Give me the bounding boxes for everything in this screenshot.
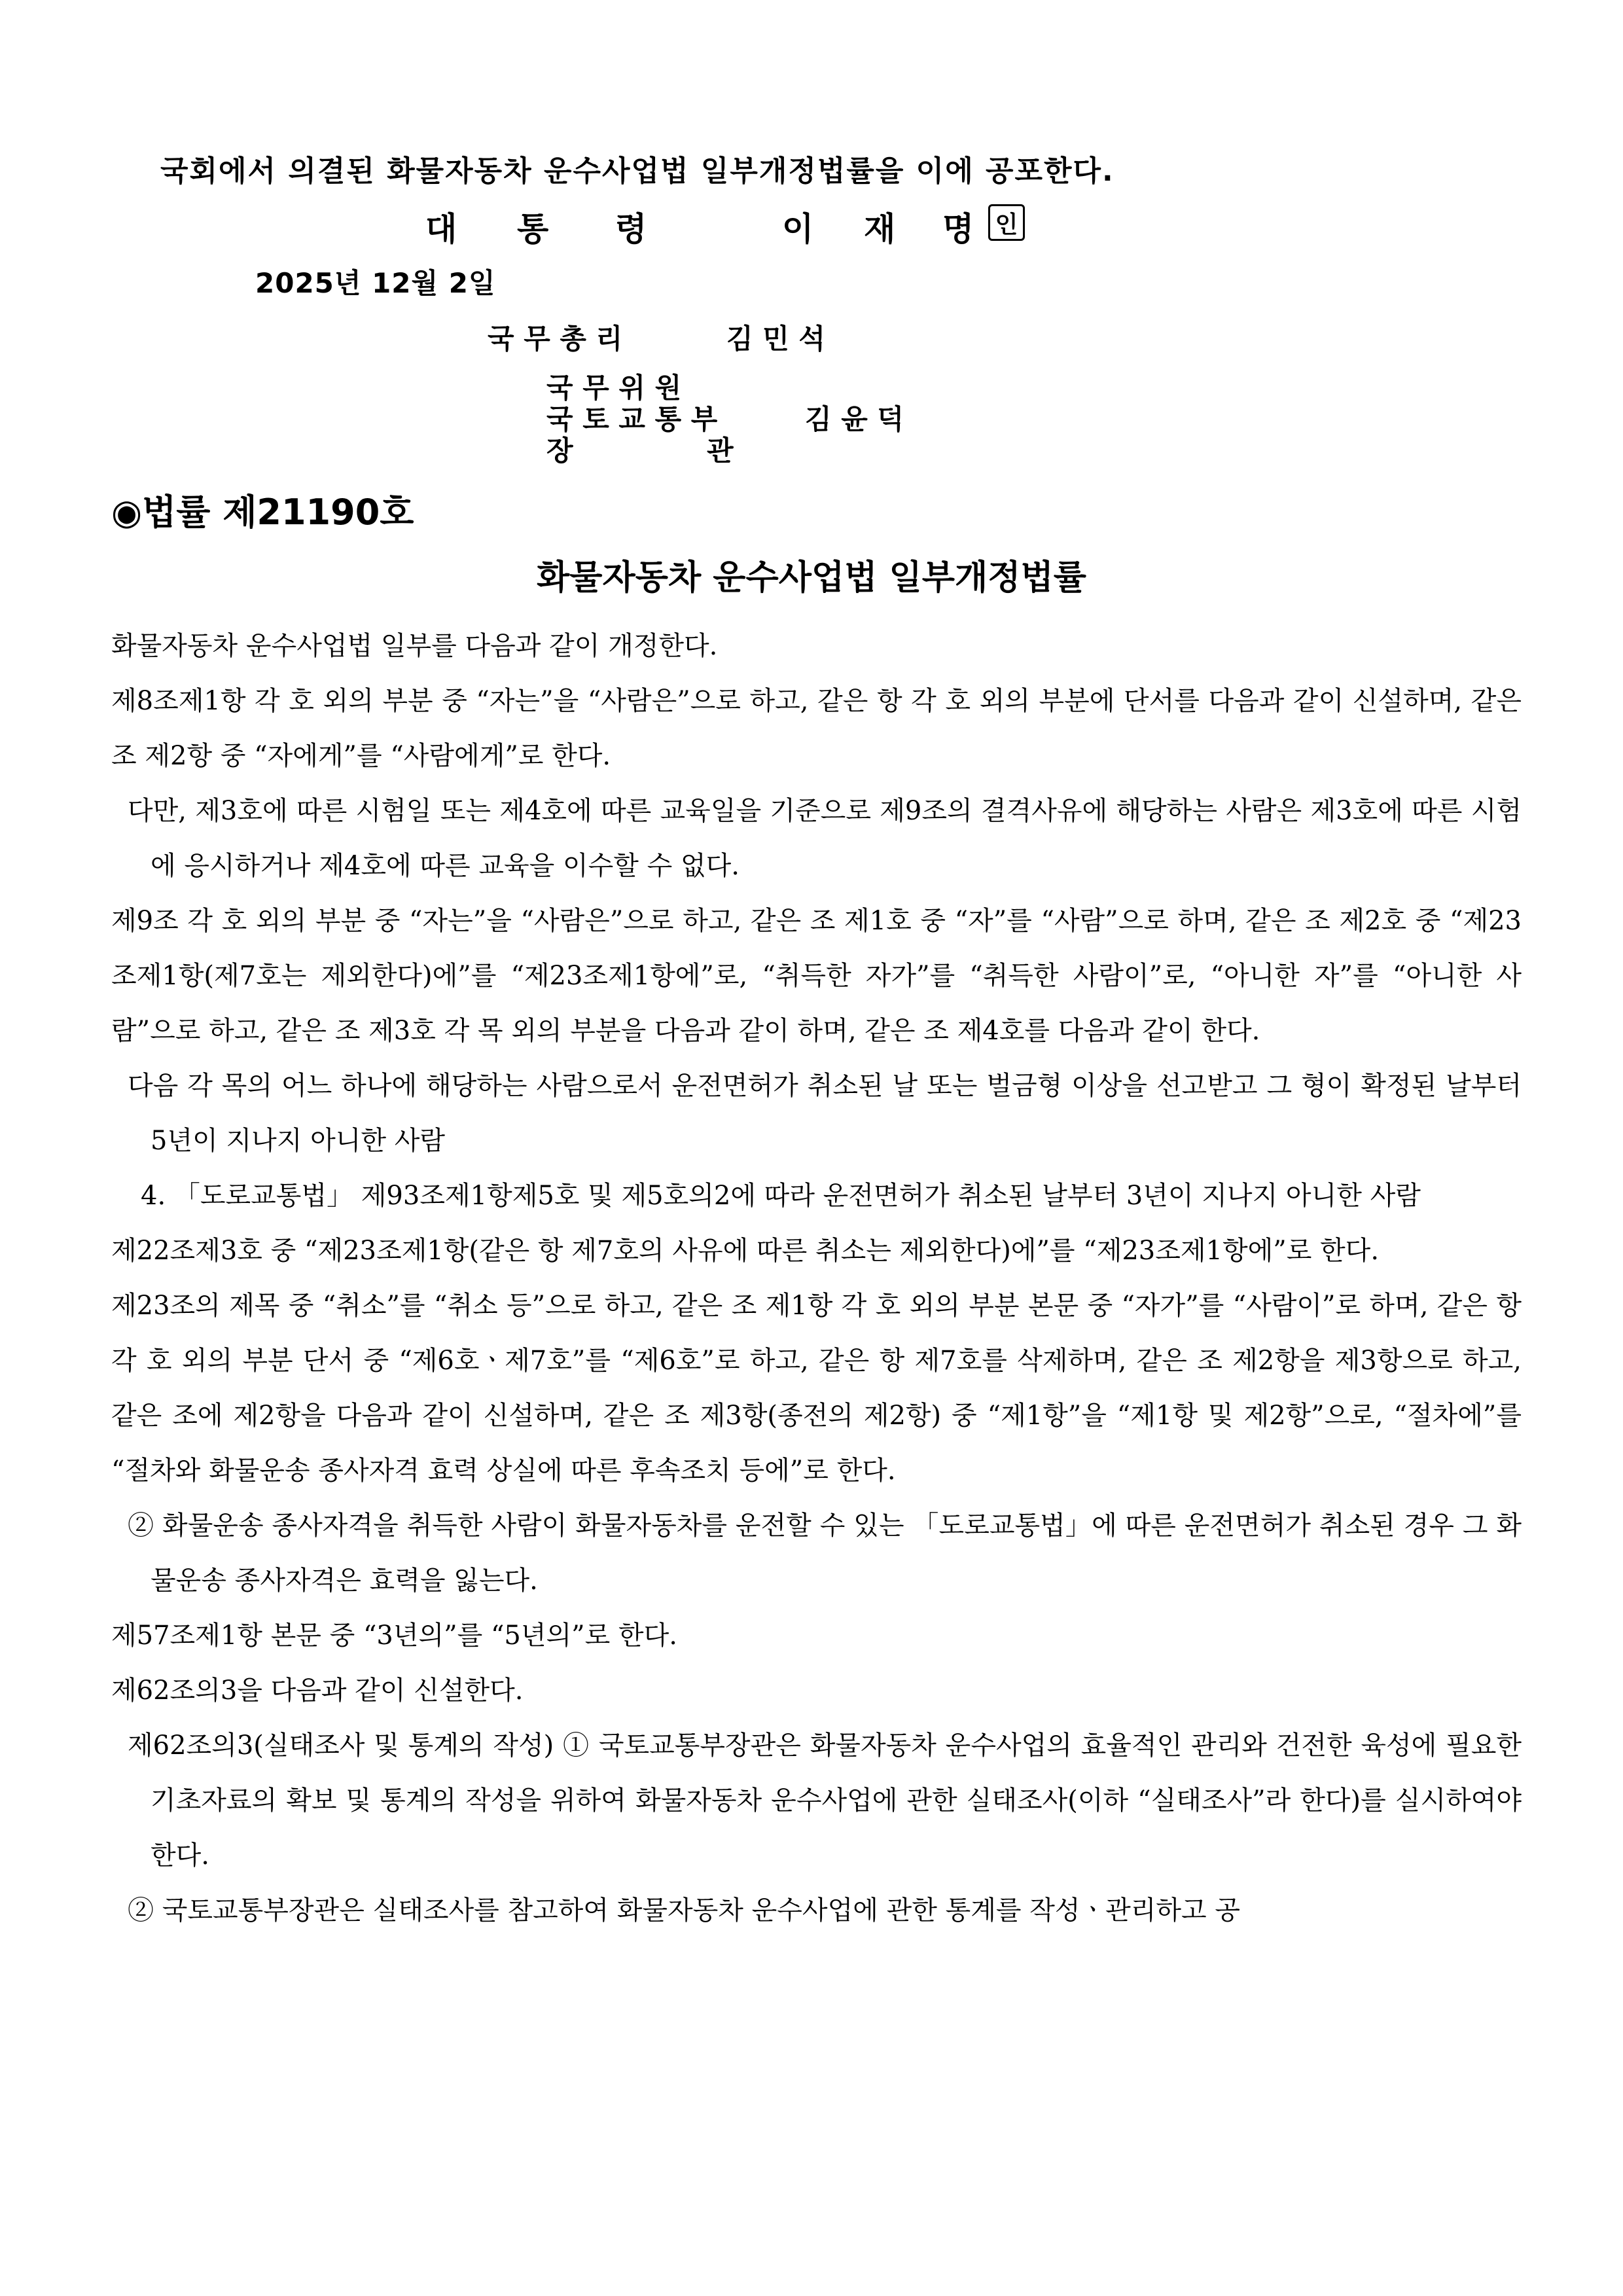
prime-minister-name: 김 민 석 <box>726 323 825 355</box>
body-paragraph: 제23조의 제목 중 “취소”를 “취소 등”으로 하고, 같은 조 제1항 각 호 외의 부분 본문 중 “자가”를 “사람이”로 하며, 같은 항 각 호 외의 부분 단서 중 “제6호ㆍ제7호”를 “제6호”로 하고, 같은 항 제7호를 삭제하며, 같은 조 제2항을 제3항으로 하고, 같은 조에 제2항을 다음과 같이 신설하며, 같은 조 제3항(종전의 제2항) 중 “제1항”을 “제1항 및 제2항”으로, “절차에”를 “절차와 화물운송 종사자격 효력 상실에 따른 후속조치 등에”로 한다. <box>111 1291 1522 1486</box>
official-seal-icon: 인 <box>988 204 1025 241</box>
law-title: 화물자동차 운수사업법 일부개정법률 <box>537 558 1086 598</box>
body-paragraph: 제62조의3(실태조사 및 통계의 작성) ① 국토교통부장관은 화물자동차 운수사업의 효율적인 관리와 건전한 육성에 필요한 기초자료의 확보 및 통계의 작성을 위하여 화물자동차 운수사업에 관한 실태조사(이하 “실태조사”라 한다)를 실시하여야 한다. <box>128 1731 1522 1871</box>
body-paragraph: 4. 「도로교통법」 제93조제1항제5호 및 제5호의2에 따라 운전면허가 취소된 날부터 3년이 지나지 아니한 사람 <box>141 1181 1421 1211</box>
minister-title-line3-left: 장 <box>546 435 573 467</box>
body-paragraph: 제8조제1항 각 호 외의 부분 중 “자는”을 “사람은”으로 하고, 같은 항 각 호 외의 부분에 단서를 다음과 같이 신설하며, 같은 조 제2항 중 “자에게”를 “사람에게”로 한다. <box>111 686 1522 771</box>
law-number: ◉법률 제21190호 <box>111 492 414 533</box>
body-paragraph: 화물자동차 운수사업법 일부를 다음과 같이 개정한다. <box>111 631 718 661</box>
body-paragraph: 다만, 제3호에 따른 시험일 또는 제4호에 따른 교육일을 기준으로 제9조의 결격사유에 해당하는 사람은 제3호에 따른 시험에 응시하거나 제4호에 따른 교육을 이수할 수 없다. <box>128 796 1522 881</box>
prime-minister-title: 국 무 총 리 <box>488 323 623 355</box>
president-title-char: 령 <box>615 210 647 248</box>
minister-title-line3-right: 관 <box>707 435 734 467</box>
promulgation-statement: 국회에서 의결된 화물자동차 운수사업법 일부개정법률을 이에 공포한다. <box>160 154 1115 188</box>
president-name-char: 명 <box>942 210 974 248</box>
body-paragraph: 제57조제1항 본문 중 “3년의”를 “5년의”로 한다. <box>111 1621 677 1651</box>
law-body <box>111 619 1522 1938</box>
president-name-char: 재 <box>864 210 896 248</box>
president-title-char: 대 <box>425 210 457 248</box>
minister-signature-block <box>546 367 1005 471</box>
body-paragraph: ② 화물운송 종사자격을 취득한 사람이 화물자동차를 운전할 수 있는 「도로교통법」에 따른 운전면허가 취소된 경우 그 화물운송 종사자격은 효력을 잃는다. <box>128 1511 1522 1596</box>
minister-name: 김 윤 덕 <box>805 403 904 435</box>
minister-title-line2: 국 토 교 통 부 <box>546 403 718 435</box>
body-paragraph: 제62조의3을 다음과 같이 신설한다. <box>111 1676 524 1706</box>
body-paragraph: ② 국토교통부장관은 실태조사를 참고하여 화물자동차 운수사업에 관한 통계를 작성ㆍ관리하고 공 <box>128 1895 1241 1926</box>
president-name-char: 이 <box>782 210 814 248</box>
body-paragraph: 제9조 각 호 외의 부분 중 “자는”을 “사람은”으로 하고, 같은 조 제1호 중 “자”를 “사람”으로 하며, 같은 조 제2호 중 “제23조제1항(제7호는 제외한다)에”를 “제23조제1항에”로, “취득한 자가”를 “취득한 사람이”로, “아니한 자”를 “아니한 사람”으로 하고, 같은 조 제3호 각 목 외의 부분을 다음과 같이 하며, 같은 조 제4호를 다음과 같이 한다. <box>111 906 1522 1046</box>
promulgation-date: 2025년 12월 2일 <box>255 267 496 299</box>
president-title-char: 통 <box>517 210 549 248</box>
body-paragraph: 다음 각 목의 어느 하나에 해당하는 사람으로서 운전면허가 취소된 날 또는 벌금형 이상을 선고받고 그 형이 확정된 날부터 5년이 지나지 아니한 사람 <box>128 1071 1522 1156</box>
minister-title-line1: 국 무 위 원 <box>546 372 682 404</box>
body-paragraph: 제22조제3호 중 “제23조제1항(같은 항 제7호의 사유에 따른 취소는 제외한다)에”를 “제23조제1항에”로 한다. <box>111 1236 1380 1266</box>
